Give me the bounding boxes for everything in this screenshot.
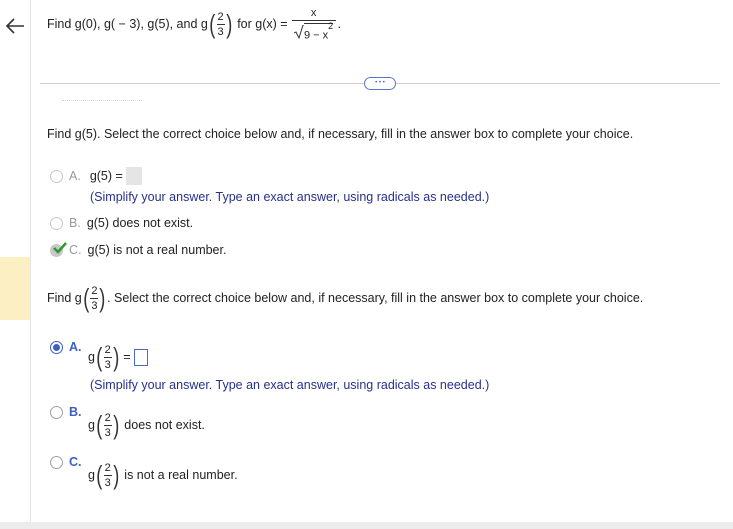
- g23-b-text: does not exist.: [124, 418, 205, 432]
- g23-c-den: 3: [104, 476, 111, 489]
- left-divider: [30, 0, 31, 529]
- g23-option-b-expr: [88, 408, 205, 442]
- g5-prompt: Find g(5). Select the correct choice below and, if necessary, fill in the answer box to complete your choice.: [47, 127, 634, 141]
- g5-radio-a[interactable]: [50, 170, 63, 183]
- g23-b-fraction: ( $\frac{2}{3}$ ): [96, 410, 119, 440]
- g23-b-g: g: [88, 418, 95, 432]
- question-header: [47, 6, 341, 42]
- g5-radio-b[interactable]: [50, 217, 63, 230]
- g5-option-a[interactable]: [50, 167, 142, 185]
- g5-letter-c: C.: [69, 243, 82, 257]
- fx-exponent: 2: [328, 20, 334, 31]
- highlight-strip: [0, 257, 30, 320]
- question-prefix: Find g(0), g( − 3), g(5), and g: [47, 17, 208, 31]
- g23-b-den: 3: [104, 426, 111, 439]
- frac-num: 2: [217, 10, 224, 23]
- g5-option-b-text: g(5) does not exist.: [86, 216, 194, 230]
- g23-prompt-prefix: Find g: [47, 291, 82, 305]
- sqrt-icon: [294, 25, 304, 39]
- g23-num: 2: [91, 284, 98, 297]
- g23-letter-a: A.: [69, 340, 82, 354]
- g23-answer-box[interactable]: [134, 349, 148, 366]
- cutoff-line: [62, 100, 142, 104]
- g5-letter-a: A.: [69, 169, 81, 183]
- g5-option-b[interactable]: [50, 216, 193, 230]
- g23-option-a-hint: (Simplify your answer. Type an exact answer, using radicals as needed.): [90, 378, 490, 392]
- g5-option-c[interactable]: [50, 243, 226, 257]
- g5-option-c-text: g(5) is not a real number.: [87, 243, 227, 257]
- g23-prompt-fraction: ( $\frac{2}{3}$ ): [83, 283, 106, 313]
- g23-radio-a[interactable]: [50, 341, 63, 354]
- g23-letter-c: C.: [69, 455, 82, 469]
- g23-b-num: 2: [104, 411, 111, 424]
- g23-a-equals: =: [123, 350, 131, 364]
- g23-c-text: is not a real number.: [124, 468, 238, 482]
- g23-option-a[interactable]: [50, 340, 82, 354]
- period: .: [337, 17, 342, 31]
- for-text: for g(x) =: [237, 17, 288, 31]
- g5-option-a-hint: (Simplify your answer. Type an exact answer, using radicals as needed.): [90, 190, 490, 204]
- fraction-two-thirds: ( $\frac{2}{3}$ ): [209, 9, 232, 39]
- g5-answer-box: [126, 167, 142, 185]
- g23-c-g: g: [88, 468, 95, 482]
- g23-a-den: 3: [104, 358, 111, 371]
- more-button[interactable]: [364, 77, 396, 90]
- g23-option-c-expr: [88, 458, 238, 492]
- bottom-bar: [0, 522, 733, 529]
- g23-option-b[interactable]: [50, 405, 82, 419]
- g23-radio-c[interactable]: [50, 456, 63, 469]
- g23-option-a-expr: [88, 340, 148, 374]
- g23-c-num: 2: [104, 461, 111, 474]
- fx-radicand: 9 − x: [303, 29, 329, 42]
- g23-a-num: 2: [104, 343, 111, 356]
- frac-den: 3: [217, 25, 224, 38]
- back-arrow-icon[interactable]: [4, 16, 26, 36]
- g5-letter-b: B.: [69, 216, 81, 230]
- more-icon: • • •: [375, 80, 385, 86]
- g23-den: 3: [91, 299, 98, 312]
- correct-check-icon: [50, 244, 66, 257]
- g23-a-g: g: [88, 350, 95, 364]
- g23-a-fraction: ( $\frac{2}{3}$ ): [96, 342, 119, 372]
- fx-numerator: x: [310, 6, 317, 19]
- g23-prompt: [47, 281, 643, 315]
- g23-c-fraction: ( $\frac{2}{3}$ ): [96, 460, 119, 490]
- g23-option-c[interactable]: [50, 455, 82, 469]
- g23-radio-b[interactable]: [50, 406, 63, 419]
- function-fraction: [292, 7, 336, 42]
- g23-prompt-suffix: . Select the correct choice below and, if necessary, fill in the answer box to complete your choice.: [107, 291, 644, 305]
- g23-letter-b: B.: [69, 405, 82, 419]
- g5-option-a-text: g(5) =: [89, 169, 123, 183]
